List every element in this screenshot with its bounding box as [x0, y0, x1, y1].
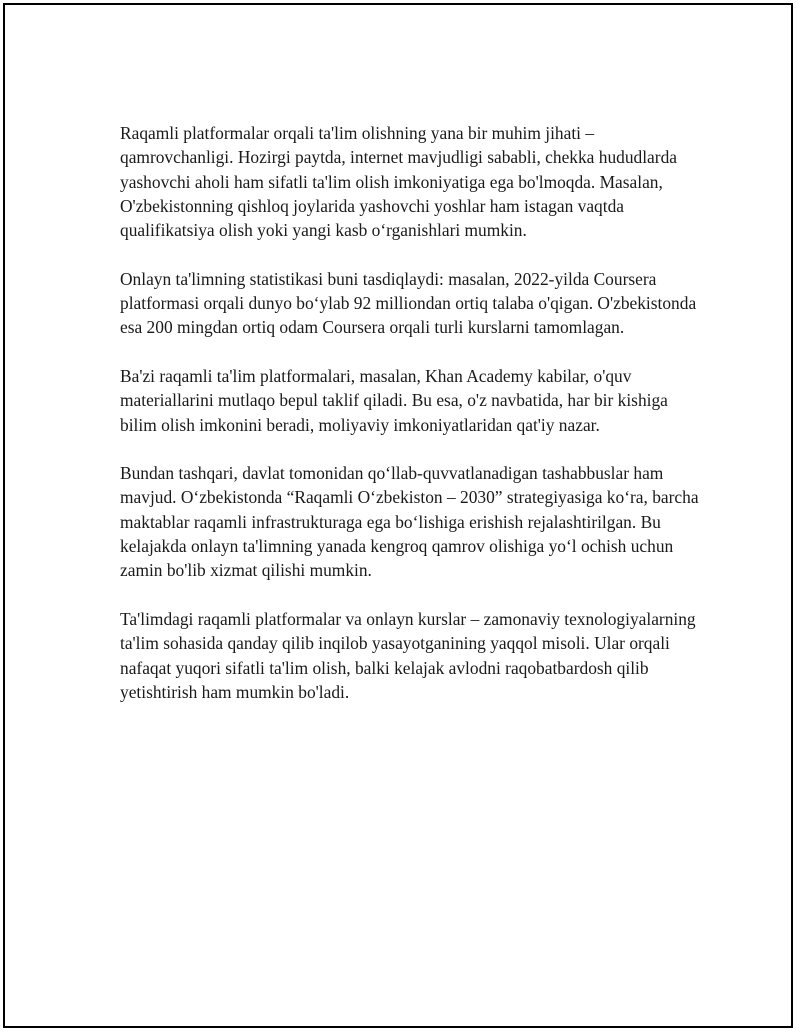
document-page	[3, 3, 793, 1028]
paragraph-free-platforms: Ba'zi raqamli ta'lim platformalari, masalan, Khan Academy kabilar, o'quv materiallarini mutlaqo bepul taklif qiladi. Bu esa, o'z navbatida, har bir kishiga bilim olish imkonini beradi, moliyaviy imkoniyatlaridan qat'iy nazar.	[120, 365, 668, 435]
document-body	[120, 121, 700, 728]
paragraph-accessibility: Raqamli platformalar orqali ta'lim olishning yana bir muhim jihati – qamrovchanligi. Hozirgi paytda, internet mavjudligi sababli, chekka hududlarda yashovchi aholi ham sifatli ta'lim olish imkoniyatiga ega bo'lmoqda. Masalan, O'zbekistonning qishloq joylarida yashovchi yoshlar ham istagan vaqtda qualifikatsiya olish yoki yangi kasb oʻrganishlari mumkin.	[120, 123, 677, 241]
paragraph-government-initiatives: Bundan tashqari, davlat tomonidan qoʻllab-quvvatlanadigan tashabbuslar ham mavjud. Oʻzbekistonda “Raqamli Oʻzbekiston – 2030” strategiyasiga koʻra, barcha maktablar raqamli infrastrukturaga ega boʻlishiga erishish rejalashtirilgan. Bu kelajakda onlayn ta'limning yanada kengroq qamrov olishiga yoʻl ochish uchun zamin bo'lib xizmat qilishi mumkin.	[120, 463, 699, 581]
paragraph-statistics: Onlayn ta'limning statistikasi buni tasdiqlaydi: masalan, 2022-yilda Coursera platformasi orqali dunyo boʻylab 92 milliondan ortiq talaba o'qigan. O'zbekistonda esa 200 mingdan ortiq odam Coursera orqali turli kurslarni tamomlagan.	[120, 268, 697, 338]
paragraph-conclusion: Ta'limdagi raqamli platformalar va onlayn kurslar – zamonaviy texnologiyalarning ta'lim sohasida qanday qilib inqilob yasayotganining yaqqol misoli. Ular orqali nafaqat yuqori sifatli ta'lim olish, balki kelajak avlodni raqobatbardosh qilib yetishtirish ham mumkin bo'ladi.	[120, 608, 696, 702]
